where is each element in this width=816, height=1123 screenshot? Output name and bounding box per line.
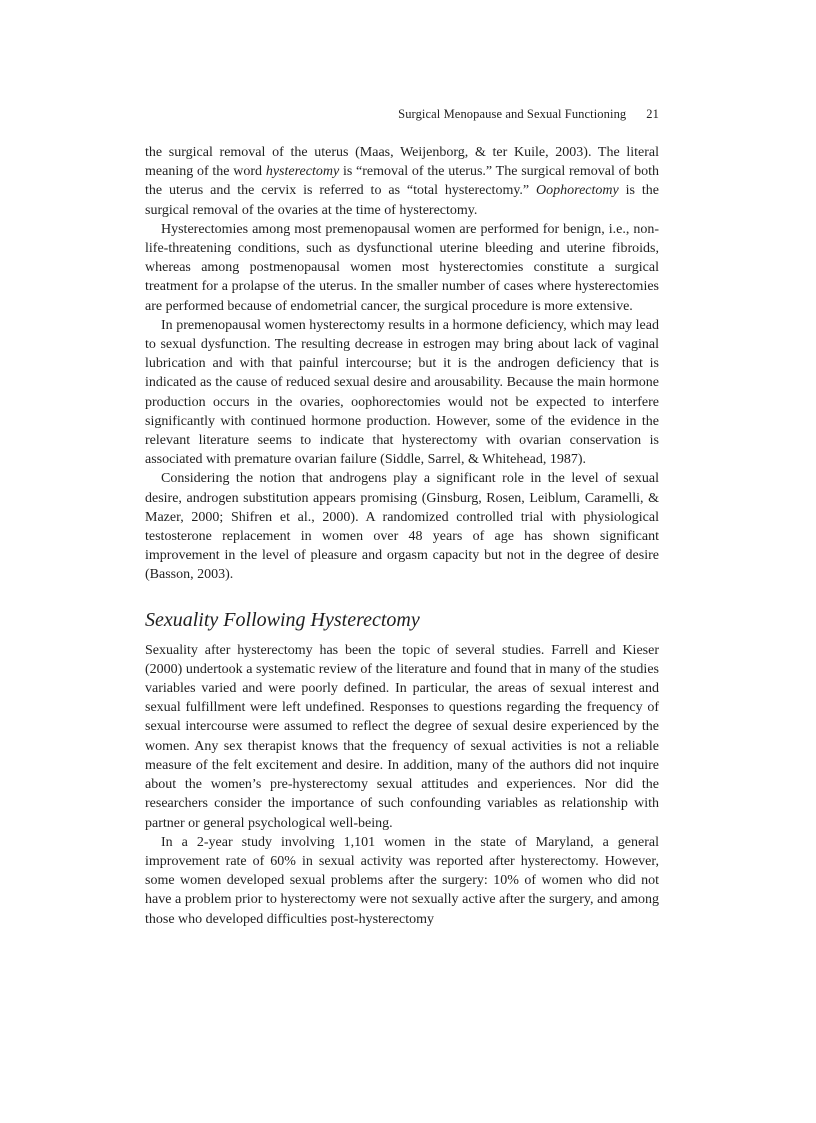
paragraph-6: In a 2-year study involving 1,101 women in the state of Maryland, a general improvement rate of 60% in sexual activity was reported after hysterectomy. However, some women developed sexual problems after the surgery: 10% of women who did not have a problem prior to hysterectomy were not sexually active after the surgery, and among those who developed difficulties post-hysterectomy: [145, 834, 659, 927]
paragraph-1-text-a: the surgical removal of the uterus (Maas, Weijenborg, & ter Kuile, 2003). The literal meaning of the word: [145, 145, 659, 180]
paragraph-4: Considering the notion that androgens play a significant role in the level of sexual desire, androgen substitution appears promising (Ginsburg, Rosen, Leiblum, Caramelli, & Mazer, 2000; Shifren et al., 2000). A randomized controlled trial with physiological testosterone replacement in women over 48 years of age has shown significant improvement in the level of pleasure and orgasm capacity but not in the degree of desire (Basson, 2003).: [145, 471, 659, 583]
paragraph-3: In premenopausal women hysterectomy results in a hormone deficiency, which may lead to sexual dysfunction. The resulting decrease in estrogen may bring about lack of vaginal lubrication and with that painful intercourse; but it is the androgen deficiency that is indicated as the cause of reduced sexual desire and arousability. Because the main hormone production occurs in the ovaries, oophorectomies would not be expected to interfere significantly with continued hormone production. However, some of the evidence in the relevant literature seems to indicate that hysterectomy with ovarian conservation is associated with premature ovarian failure (Siddle, Sarrel, & Whitehead, 1987).: [145, 317, 659, 468]
paragraph-1-text-b: is “removal of the uterus.” The surgical removal of both the uterus and the cervix is referred to as “total hysterectomy.”: [145, 164, 659, 199]
section-heading: Sexuality Following Hysterectomy: [145, 608, 420, 631]
term-hysterectomy: hysterectomy: [265, 164, 340, 180]
body-text: [145, 143, 659, 929]
running-title: Surgical Menopause and Sexual Functioning: [398, 107, 627, 121]
running-header: [398, 107, 659, 122]
term-oophorectomy: Oophorectomy: [536, 183, 619, 199]
page-number: 21: [646, 107, 659, 121]
paragraph-1-text-c: is the surgical removal of the ovaries at the time of hysterectomy.: [145, 183, 659, 218]
paragraph-5: Sexuality after hysterectomy has been the topic of several studies. Farrell and Kieser (2000) undertook a systematic review of the literature and found that in many of the studies variables varied and were poorly defined. In particular, the areas of sexual interest and sexual fulfillment were left undefined. Responses to questions regarding the frequency of sexual intercourse were assumed to reflect the degree of sexual desire experienced by the women. Any sex therapist knows that the frequency of sexual activities is not a reliable measure of the felt excitement and desire. In addition, many of the authors did not inquire about the women’s pre-hysterectomy sexual attitudes and experiences. Nor did the researchers consider the importance of such confounding variables as relationship with partner or general psychological well-being.: [145, 642, 659, 831]
paragraph-2: Hysterectomies among most premenopausal women are performed for benign, i.e., non-life-threatening conditions, such as dysfunctional uterine bleeding and uterine fibroids, whereas among postmenopausal women most hysterectomies constitute a surgical treatment for a prolapse of the uterus. In the smaller number of cases where hysterectomies are performed because of endometrial cancer, the surgical procedure is more extensive.: [145, 221, 659, 314]
paragraph-1: [145, 143, 659, 220]
